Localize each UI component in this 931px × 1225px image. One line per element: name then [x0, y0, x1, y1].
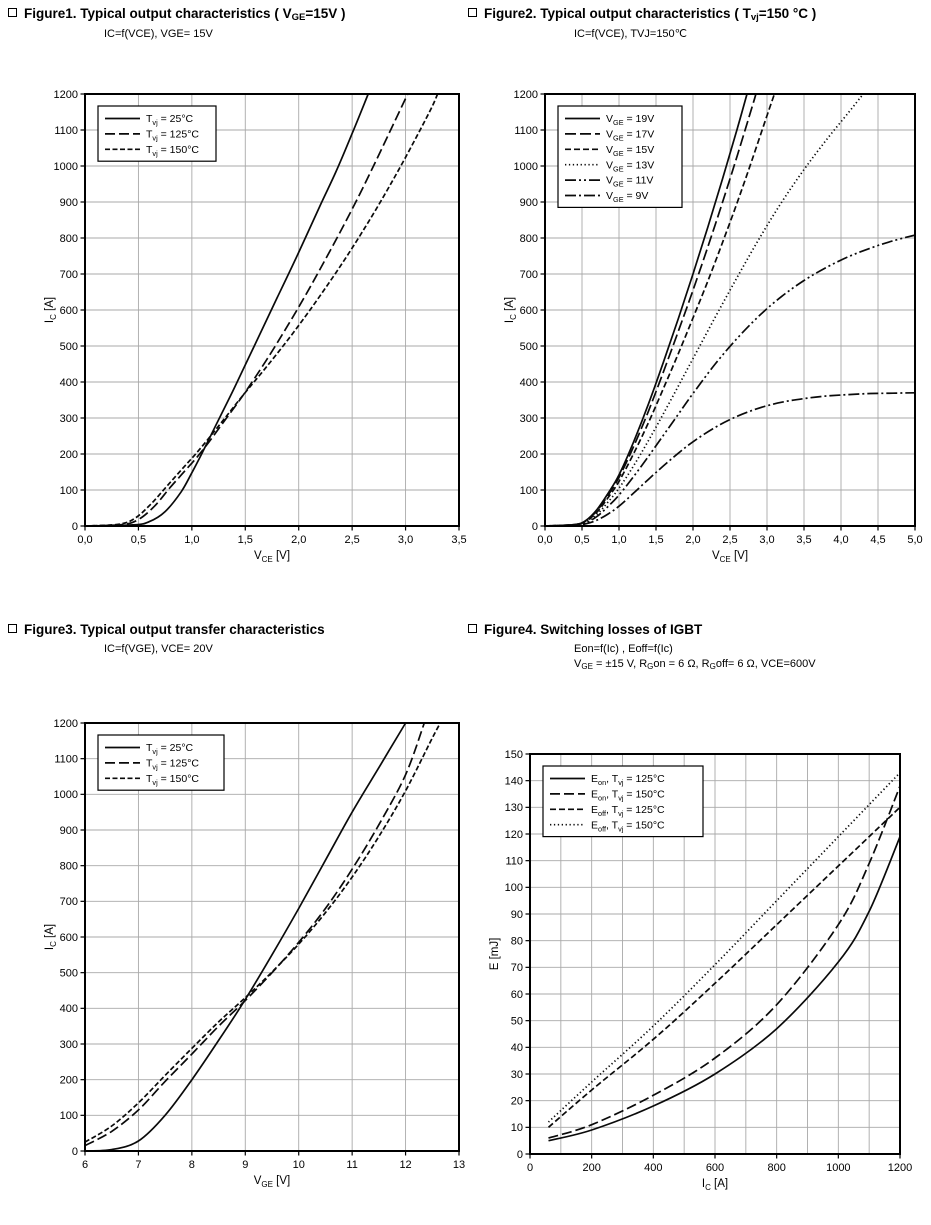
svg-text:3,5: 3,5 [796, 534, 812, 546]
svg-text:1200: 1200 [513, 88, 538, 101]
svg-text:600: 600 [59, 931, 78, 944]
svg-text:100: 100 [519, 484, 538, 497]
svg-text:Eon, Tvj = 125°C: $E_{on}$, $T_{vj} = 125^\circ C$ [591, 773, 665, 788]
svg-text:700: 700 [59, 268, 78, 281]
curve [549, 786, 901, 1138]
x-axis-title: $V_{CE}$ [V] [711, 550, 749, 564]
svg-text:4,5: 4,5 [870, 534, 886, 546]
svg-text:100: 100 [59, 1110, 78, 1123]
svg-text:200: 200 [59, 1074, 78, 1087]
svg-text:VGE = 13V: $V_{GE} = 13V$ [606, 159, 655, 174]
svg-text:1200: 1200 [53, 88, 78, 101]
svg-text:0: 0 [71, 1145, 78, 1158]
svg-text:60: 60 [510, 988, 523, 1001]
figure3-chart [39, 710, 491, 1218]
svg-text:0: 0 [526, 1162, 534, 1174]
svg-text:150: 150 [504, 748, 523, 761]
figure-bullet-icon [468, 8, 477, 17]
svg-text:VGE = 9V: $V_{GE} = 9V$ [606, 190, 649, 205]
figure4-panel [468, 622, 930, 1224]
svg-text:6: 6 [81, 1159, 89, 1171]
svg-text:600: 600 [519, 304, 538, 317]
x-axis-title: $V_{GE}$ [V] [253, 1175, 291, 1189]
svg-text:110: 110 [505, 855, 523, 868]
svg-text:1,5: 1,5 [648, 534, 664, 546]
legend [98, 106, 216, 161]
figure1-title-text: Figure1. Typical output characteristics ( $V_{GE}=15V$ ) [24, 6, 346, 23]
svg-text:900: 900 [519, 196, 538, 209]
svg-text:120: 120 [504, 828, 523, 841]
svg-text:12: 12 [399, 1159, 412, 1171]
svg-text:800: 800 [519, 232, 538, 245]
svg-text:800: 800 [767, 1162, 786, 1174]
svg-text:800: 800 [59, 860, 78, 873]
svg-text:Eoff, Tvj = 125°C: $E_{off}$, $T_{vj} = 125^\circ C$ [591, 803, 665, 818]
svg-text:20: 20 [510, 1095, 523, 1108]
figure2-subtitle: IC=f(VCE), TVJ=150℃ [574, 27, 688, 40]
svg-text:0: 0 [516, 1148, 523, 1161]
figure4-subtitle-line1: Eon=f(Ic) , Eoff=f(Ic) [574, 642, 673, 655]
svg-text:0: 0 [531, 520, 538, 533]
svg-text:700: 700 [519, 268, 538, 281]
svg-text:600: 600 [59, 304, 78, 317]
figure1-subtitle: IC=f(VCE), VGE= 15V [104, 27, 213, 40]
svg-text:Tvj = 25°C: $T_{vj} = 25^\circ C$ [146, 742, 194, 757]
svg-text:2,5: 2,5 [344, 534, 360, 546]
svg-text:1100: 1100 [54, 124, 78, 137]
svg-text:Tvj = 150°C: $T_{vj} = 150^\circ C$ [146, 772, 199, 787]
svg-text:1200: 1200 [53, 717, 78, 730]
svg-text:0,5: 0,5 [130, 534, 147, 546]
figure-bullet-icon [468, 624, 477, 633]
svg-text:2,5: 2,5 [722, 534, 738, 546]
svg-text:400: 400 [519, 376, 538, 389]
svg-text:80: 80 [510, 935, 523, 948]
svg-text:Eon, Tvj = 150°C: $E_{on}$, $T_{vj} = 150^\circ C$ [591, 788, 665, 803]
svg-text:Tvj = 150°C: $T_{vj} = 150^\circ C$ [146, 143, 199, 158]
figure1-panel [8, 6, 467, 618]
figure4-title-text: Figure4. Switching losses of IGBT [484, 622, 703, 637]
svg-text:900: 900 [59, 824, 78, 837]
figure2-chart [499, 82, 931, 594]
svg-text:30: 30 [510, 1068, 523, 1081]
svg-text:700: 700 [59, 896, 78, 909]
y-axis-title: $I_C$ [A] [504, 296, 518, 324]
figure4-subtitle-line2: $V_{GE} = \pm 15$ V, $R_Gon = 6$ Ω, $R_Goff= 6$ Ω, VCE=600V [574, 658, 816, 672]
figure2-title-text: Figure2. Typical output characteristics ( $T_{vj}=150$ °C ) [484, 6, 817, 23]
figure1-chart [39, 82, 491, 594]
figure-bullet-icon [8, 624, 17, 633]
svg-text:130: 130 [504, 802, 523, 815]
svg-text:200: 200 [519, 448, 538, 461]
svg-text:0,5: 0,5 [574, 534, 590, 546]
figure2-panel [468, 6, 930, 618]
svg-text:1000: 1000 [826, 1162, 851, 1174]
svg-text:1000: 1000 [513, 160, 538, 173]
svg-text:VGE = 15V: $V_{GE} = 15V$ [606, 143, 655, 158]
svg-text:0,0: 0,0 [77, 534, 93, 546]
figure3-panel [8, 622, 466, 1224]
figure3-subtitle: IC=f(VGE), VCE= 20V [104, 642, 213, 655]
svg-text:13: 13 [452, 1159, 466, 1171]
svg-text:1,0: 1,0 [611, 534, 627, 546]
svg-text:0: 0 [71, 520, 78, 533]
svg-text:10: 10 [292, 1159, 305, 1171]
svg-text:50: 50 [510, 1015, 523, 1028]
figure3-title [8, 622, 463, 639]
curve [549, 837, 901, 1141]
svg-text:1000: 1000 [53, 160, 78, 173]
svg-text:1100: 1100 [54, 753, 78, 766]
svg-text:2,0: 2,0 [685, 534, 701, 546]
figure4-chart [484, 742, 928, 1220]
svg-text:800: 800 [59, 232, 78, 245]
y-axis-title: $I_C$ [A] [44, 296, 58, 324]
svg-text:VGE = 19V: $V_{GE} = 19V$ [606, 113, 655, 128]
svg-text:1,0: 1,0 [184, 534, 200, 546]
y-axis-title: $I_C$ [A] [44, 923, 58, 951]
svg-text:VGE = 11V: $V_{GE} = 11V$ [606, 174, 654, 189]
figure3-title-text: Figure3. Typical output transfer characteristics [24, 622, 325, 637]
svg-text:1000: 1000 [53, 789, 78, 802]
svg-text:140: 140 [504, 775, 523, 788]
svg-text:40: 40 [510, 1042, 523, 1055]
legend [98, 735, 224, 790]
svg-text:11: 11 [346, 1159, 358, 1171]
svg-text:400: 400 [59, 376, 78, 389]
svg-text:100: 100 [504, 882, 523, 895]
svg-text:VGE = 17V: $V_{GE} = 17V$ [606, 128, 655, 143]
svg-text:300: 300 [59, 412, 78, 425]
figure2-title [468, 6, 930, 24]
svg-text:200: 200 [59, 448, 78, 461]
svg-text:400: 400 [59, 1003, 78, 1016]
legend [543, 766, 703, 837]
svg-text:7: 7 [135, 1159, 142, 1171]
svg-text:500: 500 [519, 340, 538, 353]
legend [558, 106, 682, 207]
svg-text:5,0: 5,0 [907, 534, 923, 546]
svg-text:500: 500 [59, 967, 78, 980]
figure4-title [468, 622, 930, 639]
svg-text:8: 8 [188, 1159, 195, 1171]
svg-text:200: 200 [582, 1162, 601, 1174]
x-axis-title: $V_{CE}$ [V] [253, 550, 291, 564]
svg-text:1,5: 1,5 [237, 534, 253, 546]
svg-text:Tvj = 125°C: $T_{vj} = 125^\circ C$ [146, 757, 199, 772]
svg-text:Tvj = 125°C: $T_{vj} = 125^\circ C$ [146, 128, 199, 143]
svg-text:400: 400 [644, 1162, 663, 1174]
svg-text:500: 500 [59, 340, 78, 353]
figure1-title [8, 6, 463, 24]
svg-text:70: 70 [510, 962, 523, 975]
svg-text:3,5: 3,5 [451, 534, 467, 546]
y-axis-title: E [mJ] [489, 937, 501, 971]
svg-text:900: 900 [59, 196, 78, 209]
x-axis-title: $I_C$ [A] [701, 1178, 729, 1192]
svg-text:Tvj = 25°C: $T_{vj} = 25^\circ C$ [146, 113, 194, 128]
svg-text:600: 600 [705, 1162, 725, 1174]
figure-bullet-icon [8, 8, 17, 17]
svg-text:300: 300 [59, 1038, 78, 1051]
svg-text:1100: 1100 [514, 124, 538, 137]
svg-text:3,0: 3,0 [759, 534, 775, 546]
svg-text:10: 10 [510, 1122, 523, 1135]
svg-text:1200: 1200 [887, 1162, 913, 1174]
svg-text:3,0: 3,0 [397, 534, 414, 546]
svg-text:300: 300 [519, 412, 538, 425]
svg-text:4,0: 4,0 [833, 534, 849, 546]
svg-text:Eoff, Tvj = 150°C: $E_{off}$, $T_{vj} = 150^\circ C$ [591, 819, 665, 834]
svg-text:100: 100 [59, 484, 78, 497]
svg-text:0,0: 0,0 [537, 534, 553, 546]
svg-text:9: 9 [242, 1159, 249, 1171]
svg-text:90: 90 [510, 908, 523, 921]
svg-text:2,0: 2,0 [291, 534, 307, 546]
